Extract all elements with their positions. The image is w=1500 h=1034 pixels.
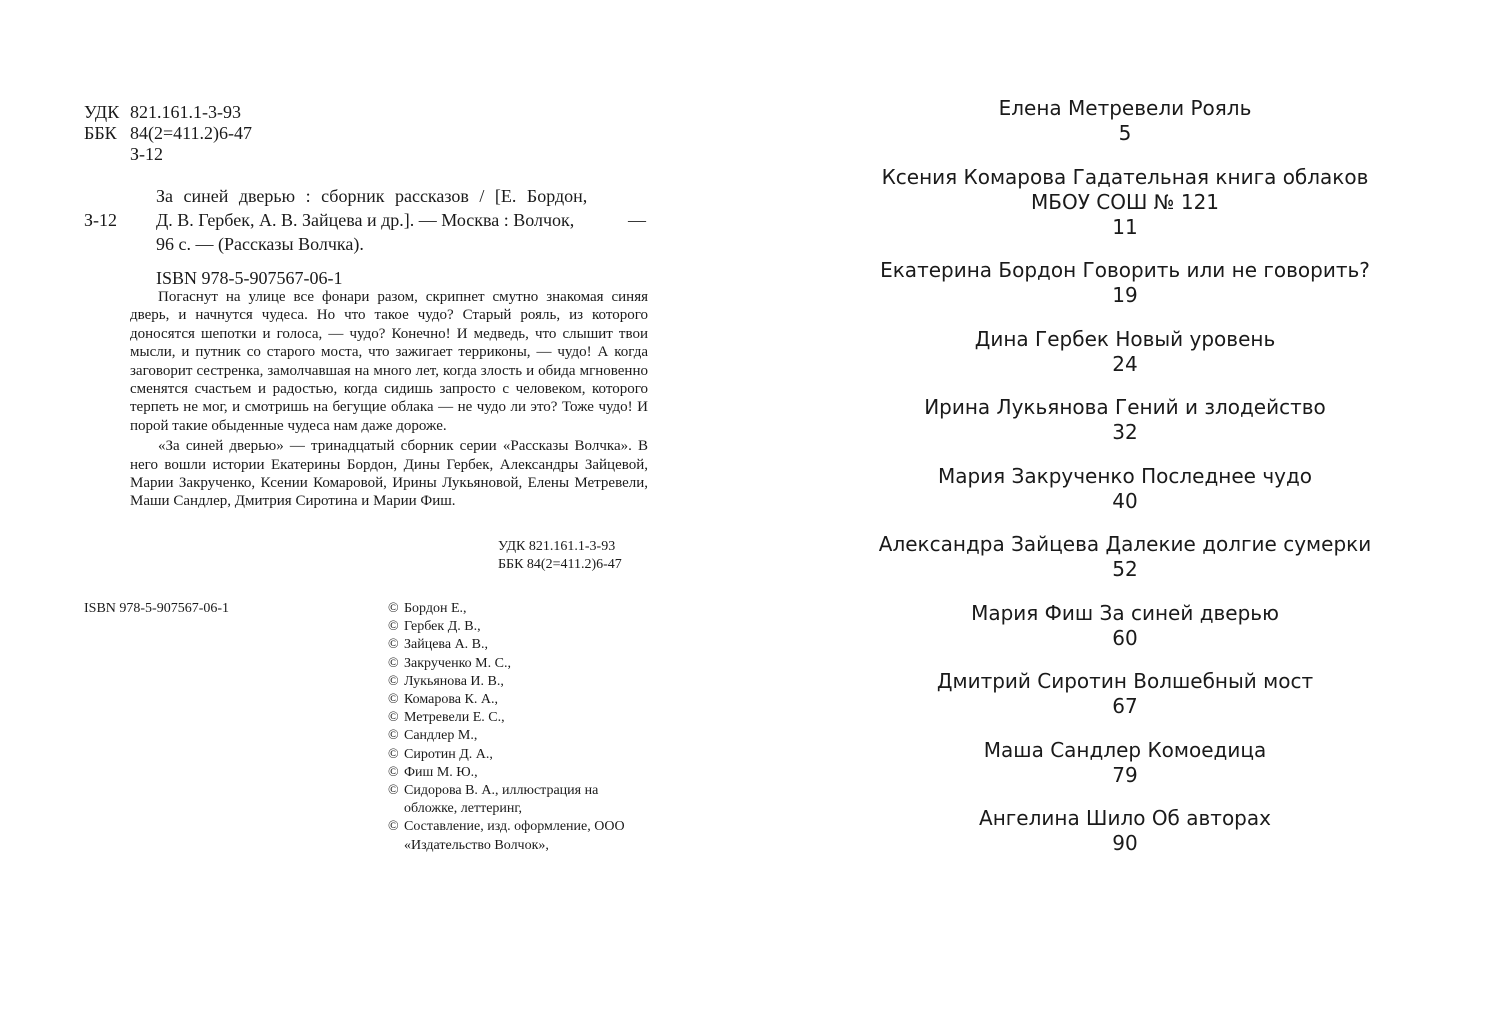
biblio-isbn: ISBN 978-5-907567-06-1 bbox=[156, 268, 343, 288]
bbk-row bbox=[84, 123, 252, 144]
copyright-holder: Сандлер М., bbox=[404, 728, 478, 744]
toc-page-number: 67 bbox=[1112, 694, 1138, 718]
toc-title: Мария Фиш За синей дверью bbox=[971, 600, 1279, 625]
toc-title: Ангелина Шило Об авторах bbox=[979, 806, 1271, 830]
bbk-label: ББК bbox=[84, 123, 117, 143]
isbn-bottom: ISBN 978-5-907567-06-1 bbox=[84, 601, 230, 616]
toc-title: Екатерина Бордон Говорить или не говорить? bbox=[880, 258, 1370, 282]
annotation bbox=[130, 288, 648, 511]
biblio-author-sign: З-12 bbox=[84, 210, 118, 230]
udk-value: 821.161.1-3-93 bbox=[130, 102, 241, 122]
copyright-item bbox=[388, 818, 648, 854]
copyright-symbol: © bbox=[388, 783, 399, 799]
toc-page-number: 11 bbox=[1112, 214, 1138, 239]
copyright-symbol: © bbox=[388, 619, 399, 635]
toc-title: Александра Зайцева Далекие долгие сумерки bbox=[878, 532, 1372, 556]
copyright-symbol: © bbox=[388, 728, 399, 744]
toc-entry bbox=[870, 532, 1380, 601]
toc-page-number: 60 bbox=[1112, 625, 1138, 650]
toc-entry bbox=[870, 464, 1380, 533]
toc-title: Дина Гербек Новый уровень bbox=[974, 326, 1276, 351]
biblio-line-2-text: Д. В. Гербек, А. В. Зайцева и др.]. — Москва : Волчок, bbox=[156, 210, 575, 230]
annotation-paragraph: Погаснут на улице все фонари разом, скрипнет смутно знакомая синяя дверь, и начнутся чудеса. Но что такое чудо? Старый рояль, из которого доносятся шепотки и голоса, — чудо? Конечно! И медведь, что слышит твои мысли, и путник со старого моста, что зажигает терриконы, — чудо! А когда заговорит сестренка, замолчавшая на много лет, когда злость и обида мгновенно сменятся счастьем и радостью, когда сидишь запросто с человеком, которого терпеть не мог, и смотришь на бегущие облака — не чудо ли это? Тоже чудо! И порой такие обыденные чудеса нам даже дороже. bbox=[130, 289, 648, 434]
copyright-item bbox=[388, 746, 648, 764]
copyright-item bbox=[388, 600, 648, 618]
udk-bbk-small bbox=[498, 538, 622, 574]
copyright-holder: Сидорова В. А., иллюстрация на обложке, леттеринг, bbox=[404, 783, 599, 817]
toc-title: Мария Закрученко Последнее чудо bbox=[937, 463, 1313, 488]
toc-page-number: 79 bbox=[1112, 762, 1138, 787]
toc-page-number: 90 bbox=[1112, 831, 1138, 855]
copyright-holder: Сиротин Д. А., bbox=[404, 746, 493, 762]
copyright-item bbox=[388, 764, 648, 782]
toc-page-number: 32 bbox=[1112, 420, 1138, 444]
copyright-symbol: © bbox=[388, 819, 399, 835]
toc-entry bbox=[870, 601, 1380, 670]
toc-page-number: 5 bbox=[1118, 121, 1132, 145]
bbk-value: 84(2=411.2)6-47 bbox=[130, 123, 252, 143]
toc-entry bbox=[870, 258, 1380, 327]
udk-small-line: УДК 821.161.1-3-93 bbox=[498, 539, 616, 554]
copyright-item bbox=[388, 636, 648, 654]
toc-entry bbox=[870, 738, 1380, 807]
annotation-paragraph: «За синей дверью» — тринадцатый сборник серии «Рассказы Волчка». В него вошли истории Екатерины Бордон, Дины Гербек, Александры Зайцевой, Марии Закрученко, Ксении Комаровой, Ирины Лукьяновой, Елены Метревели, Маши Сандлер, Дмитрия Сиротина и Марии Фиш. bbox=[130, 438, 648, 510]
table-of-contents bbox=[870, 96, 1380, 875]
toc-page-number: 40 bbox=[1112, 488, 1138, 513]
toc-entry bbox=[870, 395, 1380, 464]
copyright-symbol: © bbox=[388, 746, 399, 762]
copyright-symbol: © bbox=[388, 601, 399, 616]
copyright-holder: Бордон Е., bbox=[404, 601, 467, 616]
copyright-holder: Комарова К. А., bbox=[404, 692, 498, 708]
toc-entry bbox=[870, 806, 1380, 875]
bibliographic-record bbox=[84, 184, 646, 290]
toc-page-number: 24 bbox=[1112, 351, 1138, 376]
toc-title: Елена Метревели Рояль bbox=[998, 96, 1252, 120]
copyright-holder: Гербек Д. В., bbox=[404, 619, 481, 635]
copyright-list bbox=[388, 600, 648, 855]
copyright-holder: Составление, изд. оформление, ООО «Издательство Волчок», bbox=[404, 819, 625, 853]
toc-subtitle: МБОУ СОШ № 121 bbox=[1030, 189, 1220, 214]
copyright-symbol: © bbox=[388, 710, 399, 726]
copyright-symbol: © bbox=[388, 655, 399, 671]
copyright-holder: Зайцева А. В., bbox=[404, 637, 489, 653]
author-sign-row bbox=[84, 144, 252, 165]
copyright-item bbox=[388, 709, 648, 727]
toc-entry bbox=[870, 669, 1380, 738]
bbk-small-line: ББК 84(2=411.2)6-47 bbox=[498, 557, 622, 572]
copyright-item bbox=[388, 782, 648, 818]
copyright-symbol: © bbox=[388, 764, 399, 780]
toc-entry bbox=[870, 96, 1380, 165]
toc-title: Дмитрий Сиротин Волшебный мост bbox=[936, 669, 1314, 693]
toc-page-number: 19 bbox=[1112, 283, 1138, 307]
copyright-symbol: © bbox=[388, 692, 399, 708]
udk-row bbox=[84, 102, 252, 123]
toc-title: Ирина Лукьянова Гений и злодейство bbox=[924, 395, 1326, 419]
copyright-holder: Лукьянова И. В., bbox=[404, 673, 504, 689]
toc-title: Ксения Комарова Гадательная книга облаков bbox=[881, 164, 1369, 189]
author-sign-label bbox=[84, 144, 130, 165]
copyright-item bbox=[388, 691, 648, 709]
biblio-line-2-dash: — bbox=[628, 210, 646, 230]
copyright-holder: Фиш М. Ю., bbox=[404, 764, 478, 780]
copyright-holder: Закрученко М. С., bbox=[404, 655, 511, 671]
copyright-symbol: © bbox=[388, 673, 399, 689]
copyright-holder: Метревели Е. С., bbox=[404, 710, 505, 726]
copyright-item bbox=[388, 673, 648, 691]
copyright-item bbox=[388, 727, 648, 745]
toc-title: Маша Сандлер Комоедица bbox=[983, 737, 1267, 762]
toc-page-number: 52 bbox=[1112, 557, 1138, 581]
toc-entry bbox=[870, 165, 1380, 259]
udk-label: УДК bbox=[84, 102, 120, 122]
copyright-item bbox=[388, 618, 648, 636]
toc-entry bbox=[870, 327, 1380, 396]
biblio-line-2 bbox=[84, 208, 646, 232]
biblio-line-3: 96 с. — (Рассказы Волчка). bbox=[156, 234, 364, 254]
copyright-item bbox=[388, 655, 648, 673]
copyright-symbol: © bbox=[388, 637, 399, 653]
author-sign-value: З-12 bbox=[130, 144, 164, 164]
udk-bbk-header bbox=[84, 102, 252, 165]
biblio-line-1: За синей дверью : сборник рассказов / [Е. Бордон, bbox=[156, 186, 588, 206]
